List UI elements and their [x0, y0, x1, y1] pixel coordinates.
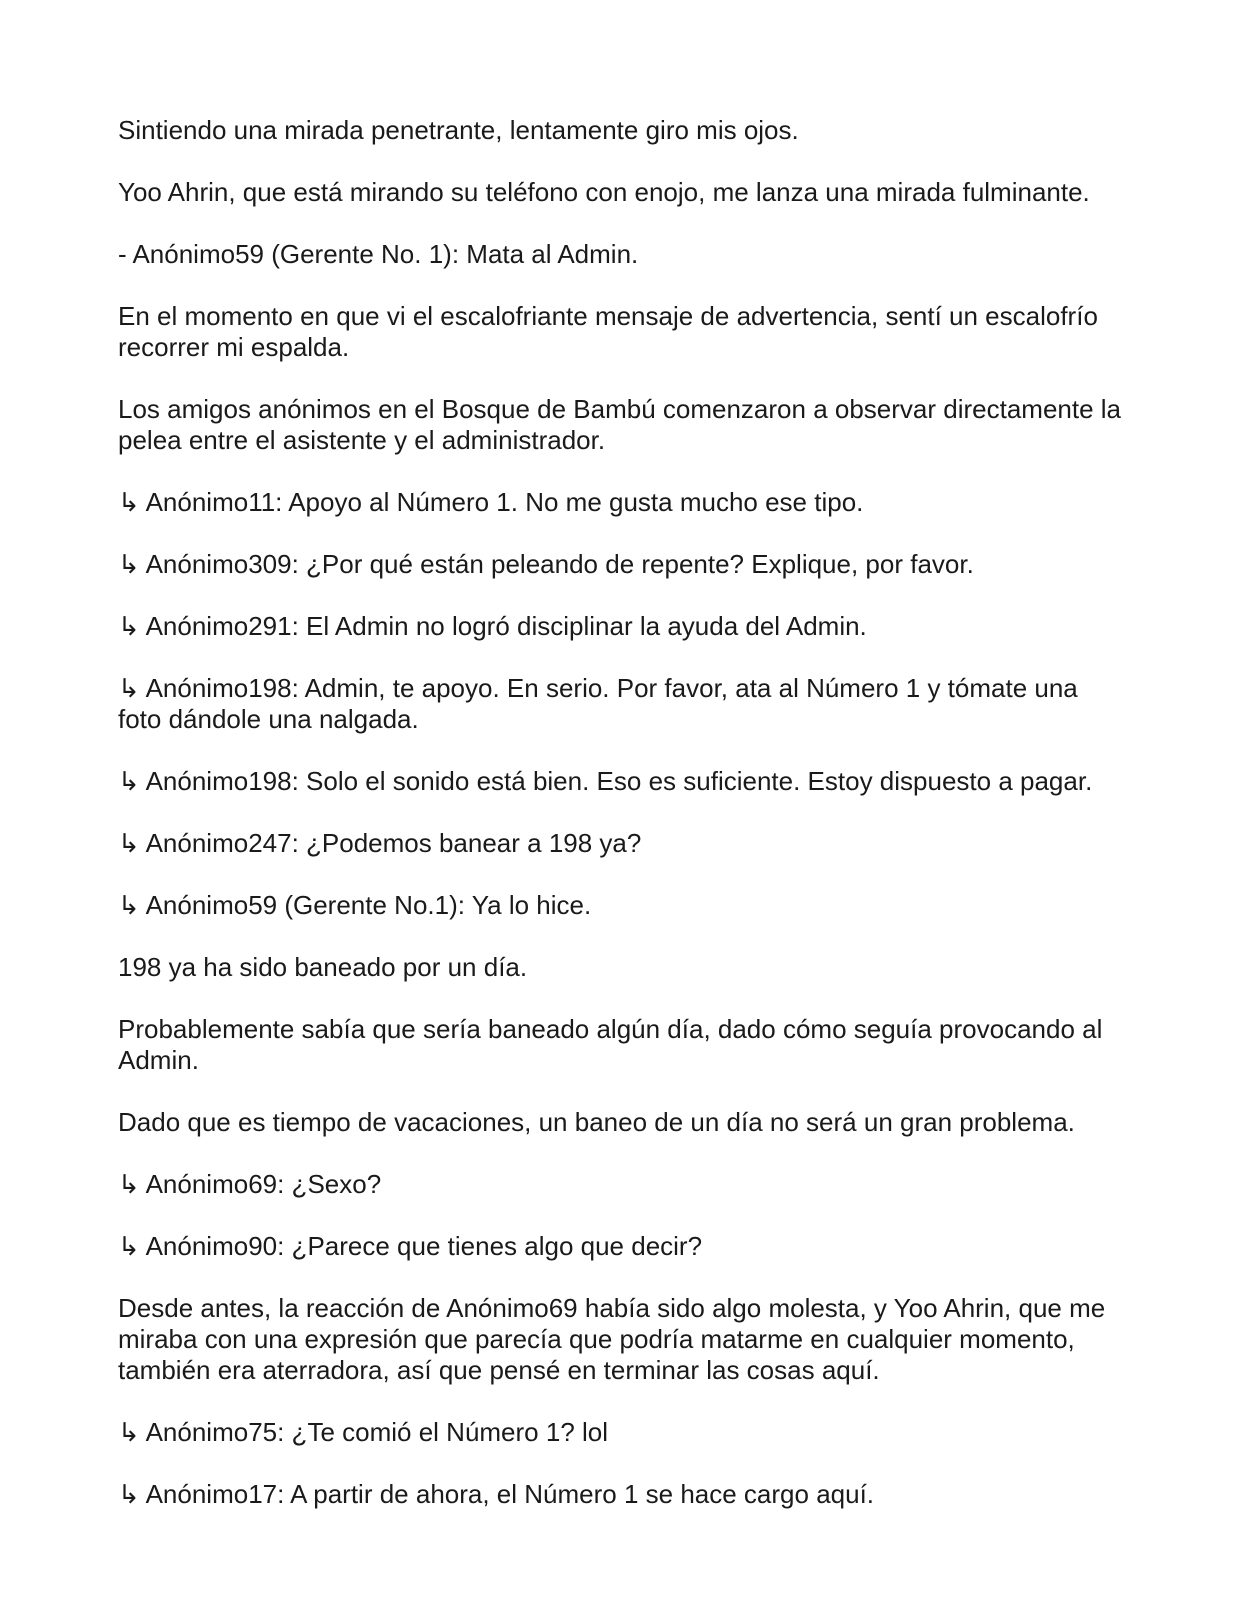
reply-line: ↳ Anónimo17: A partir de ahora, el Número 1 se hace cargo aquí.: [118, 1479, 875, 1509]
reply-line: ↳ Anónimo309: ¿Por qué están peleando de repente? Explique, por favor.: [118, 549, 974, 579]
reply-line: ↳ Anónimo75: ¿Te comió el Número 1? lol: [118, 1417, 609, 1447]
paragraph: Sintiendo una mirada penetrante, lentamente giro mis ojos.: [118, 115, 799, 145]
reply-line: ↳ Anónimo291: El Admin no logró disciplinar la ayuda del Admin.: [118, 611, 867, 641]
reply-line: ↳ Anónimo11: Apoyo al Número 1. No me gusta mucho ese tipo.: [118, 487, 864, 517]
reply-line: ↳ Anónimo198: Admin, te apoyo. En serio. Por favor, ata al Número 1 y tómate una foto dándole una nalgada.: [118, 673, 1078, 734]
paragraph: Yoo Ahrin, que está mirando su teléfono con enojo, me lanza una mirada fulminante.: [118, 177, 1090, 207]
reply-line: ↳ Anónimo59 (Gerente No.1): Ya lo hice.: [118, 890, 592, 920]
document-body: [118, 115, 1128, 1541]
paragraph: Probablemente sabía que sería baneado algún día, dado cómo seguía provocando al Admin.: [118, 1014, 1103, 1075]
reply-line: ↳ Anónimo247: ¿Podemos banear a 198 ya?: [118, 828, 642, 858]
paragraph: 198 ya ha sido baneado por un día.: [118, 952, 528, 982]
paragraph: Desde antes, la reacción de Anónimo69 había sido algo molesta, y Yoo Ahrin, que me miraba con una expresión que parecía que podría matarme en cualquier momento, también era aterradora, así que pensé en terminar las cosas aquí.: [118, 1293, 1106, 1385]
paragraph: Los amigos anónimos en el Bosque de Bambú comenzaron a observar directamente la pelea entre el asistente y el administrador.: [118, 394, 1122, 455]
reply-line: ↳ Anónimo198: Solo el sonido está bien. Eso es suficiente. Estoy dispuesto a pagar.: [118, 766, 1093, 796]
reply-line: ↳ Anónimo69: ¿Sexo?: [118, 1169, 382, 1199]
reply-line: ↳ Anónimo90: ¿Parece que tienes algo que decir?: [118, 1231, 703, 1261]
paragraph: - Anónimo59 (Gerente No. 1): Mata al Admin.: [118, 239, 639, 269]
paragraph: En el momento en que vi el escalofriante mensaje de advertencia, sentí un escalofrío recorrer mi espalda.: [118, 301, 1098, 362]
paragraph: Dado que es tiempo de vacaciones, un baneo de un día no será un gran problema.: [118, 1107, 1075, 1137]
